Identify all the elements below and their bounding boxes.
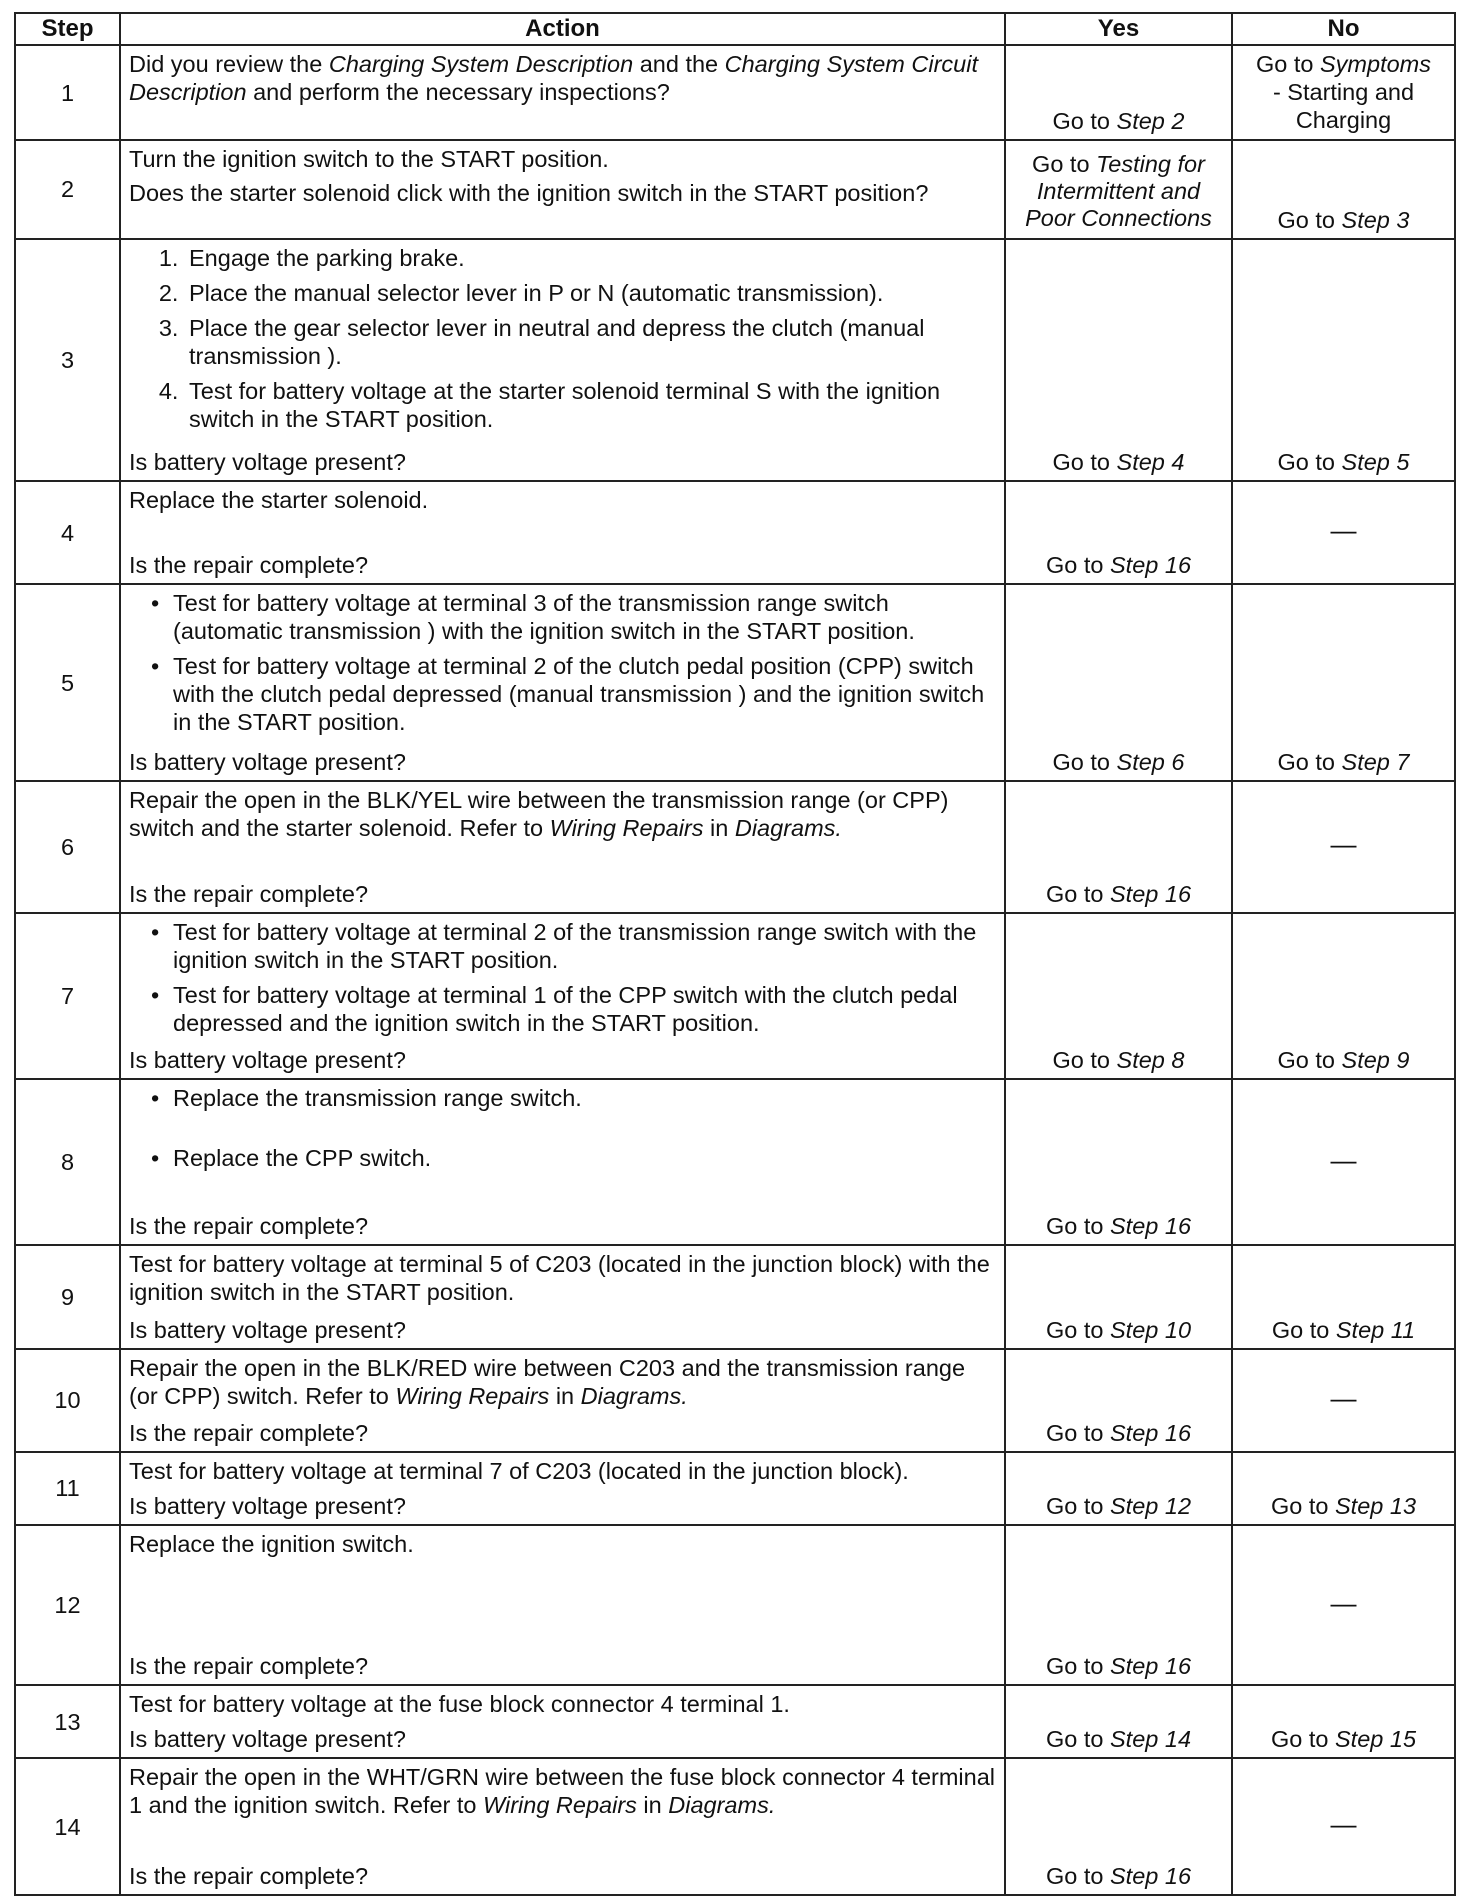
list-item: • Test for battery voltage at terminal 3 of the transmission range switch (automatic transmission ) with the ignition switch in the START position. xyxy=(173,589,996,645)
no-cell xyxy=(1232,1525,1455,1685)
step-number: 4 xyxy=(15,481,120,584)
yes-cell xyxy=(1005,1525,1232,1685)
goto-reference: Step 2 xyxy=(1116,108,1185,135)
action-text-part: Repair the open in the BLK/YEL wire between the transmission range (or CPP) switch and the starter solenoid. Refer to xyxy=(129,786,949,841)
step-number: 9 xyxy=(15,1245,120,1348)
table-row xyxy=(15,781,1455,913)
not-applicable-dash: — xyxy=(1330,1587,1357,1618)
no-cell xyxy=(1232,781,1455,913)
goto-label: Go to xyxy=(1045,1492,1110,1519)
action-question: Is the repair complete? xyxy=(129,1419,369,1446)
goto-reference: Step 6 xyxy=(1116,748,1185,775)
action-cell xyxy=(120,140,1005,238)
step-number: 10 xyxy=(15,1349,120,1452)
goto-label: Go to xyxy=(1255,51,1320,77)
action-text-part: in xyxy=(549,1382,581,1409)
action-text: Replace the starter solenoid. xyxy=(129,486,429,513)
yes-cell xyxy=(1005,1452,1232,1525)
goto-label: Go to xyxy=(1052,108,1117,135)
table-row xyxy=(15,913,1455,1079)
no-cell xyxy=(1232,1452,1455,1525)
action-text: Turn the ignition switch to the START position. xyxy=(129,146,609,173)
yes-cell xyxy=(1005,1685,1232,1758)
table-row xyxy=(15,584,1455,781)
goto-reference: Step 16 xyxy=(1110,880,1192,907)
action-cell xyxy=(120,1349,1005,1452)
goto-reference: Testing for Intermittent and Poor Connections xyxy=(1025,151,1212,232)
step-number: 8 xyxy=(15,1079,120,1245)
procedure-list xyxy=(129,1084,996,1179)
no-cell xyxy=(1232,1349,1455,1452)
action-question: Is battery voltage present? xyxy=(129,1726,406,1753)
action-text xyxy=(129,1354,996,1410)
goto-label: Go to xyxy=(1045,1213,1110,1240)
doc-reference: Wiring Repairs xyxy=(395,1382,550,1409)
action-question: Is the repair complete? xyxy=(129,1653,369,1680)
procedure-list xyxy=(129,244,996,440)
goto-reference: Step 3 xyxy=(1341,206,1410,233)
action-text-part: in xyxy=(703,814,735,841)
action-text xyxy=(129,786,996,842)
table-row xyxy=(15,481,1455,584)
yes-cell xyxy=(1005,781,1232,913)
yes-cell xyxy=(1005,481,1232,584)
yes-cell xyxy=(1005,239,1232,481)
action-question: Is battery voltage present? xyxy=(129,448,406,475)
goto-reference: Step 13 xyxy=(1335,1492,1417,1519)
action-text: Test for battery voltage at terminal 5 of C203 (located in the junction block) with the ignition switch in the START position. xyxy=(129,1251,990,1306)
goto-reference: Step 9 xyxy=(1341,1046,1410,1073)
header-row xyxy=(15,13,1455,45)
goto-label: Go to xyxy=(1032,151,1097,178)
goto-label: Go to xyxy=(1277,1046,1342,1073)
goto-reference-detail: - Starting and Charging xyxy=(1272,79,1415,133)
not-applicable-dash: — xyxy=(1330,515,1357,546)
procedure-list xyxy=(129,589,996,743)
no-cell xyxy=(1232,481,1455,584)
not-applicable-dash: — xyxy=(1330,829,1357,860)
action-question: Is battery voltage present? xyxy=(129,1046,406,1073)
doc-reference: Diagrams. xyxy=(668,1792,776,1819)
table-row xyxy=(15,140,1455,238)
goto-reference: Step 11 xyxy=(1335,1316,1416,1343)
no-cell xyxy=(1232,1758,1455,1895)
diagnostic-table xyxy=(14,12,1456,1896)
action-cell xyxy=(120,481,1005,584)
yes-cell xyxy=(1005,1245,1232,1348)
header-no: No xyxy=(1232,13,1455,45)
step-number: 12 xyxy=(15,1525,120,1685)
goto-label: Go to xyxy=(1045,880,1110,907)
list-item: 1. Engage the parking brake. xyxy=(185,244,996,272)
doc-reference: Wiring Repairs xyxy=(549,814,704,841)
table-row xyxy=(15,1452,1455,1525)
goto-reference: Step 16 xyxy=(1110,1213,1192,1240)
yes-cell xyxy=(1005,1758,1232,1895)
action-text-part: Repair the open in the WHT/GRN wire between the fuse block connector 4 terminal 1 and the ignition switch. Refer to xyxy=(129,1764,996,1819)
doc-reference: Wiring Repairs xyxy=(483,1792,637,1819)
table-row xyxy=(15,1079,1455,1245)
no-cell xyxy=(1232,913,1455,1079)
action-cell xyxy=(120,1079,1005,1245)
doc-reference: Charging System Description xyxy=(328,51,634,77)
doc-reference: Diagrams. xyxy=(734,814,842,841)
yes-cell xyxy=(1005,584,1232,781)
goto-reference: Step 12 xyxy=(1110,1492,1192,1519)
goto-label: Go to xyxy=(1271,1316,1336,1343)
table-row xyxy=(15,239,1455,481)
action-question: Is battery voltage present? xyxy=(129,1492,406,1519)
doc-reference: Diagrams. xyxy=(580,1382,688,1409)
action-cell xyxy=(120,45,1005,140)
action-cell xyxy=(120,781,1005,913)
action-cell xyxy=(120,1525,1005,1685)
header-action: Action xyxy=(120,13,1005,45)
action-text-part: Did you review the xyxy=(129,51,329,77)
action-cell xyxy=(120,1685,1005,1758)
action-cell xyxy=(120,239,1005,481)
header-yes: Yes xyxy=(1005,13,1232,45)
goto-reference: Step 10 xyxy=(1110,1316,1192,1343)
list-item: 2. Place the manual selector lever in P or N (automatic transmission). xyxy=(185,279,996,307)
goto-reference: Step 4 xyxy=(1116,448,1185,475)
action-question: Is the repair complete? xyxy=(129,1213,369,1240)
action-question: Is the repair complete? xyxy=(129,880,369,907)
goto-reference: Step 16 xyxy=(1110,1863,1192,1889)
goto-reference: Step 15 xyxy=(1335,1726,1417,1753)
no-cell xyxy=(1232,239,1455,481)
goto-label: Go to xyxy=(1045,1863,1110,1889)
action-text xyxy=(129,50,996,106)
list-item: 4. Test for battery voltage at the starter solenoid terminal S with the ignition switch in the START position. xyxy=(185,377,996,433)
list-item: • Replace the CPP switch. xyxy=(173,1144,996,1172)
table-row xyxy=(15,45,1455,140)
yes-cell xyxy=(1005,45,1232,140)
action-cell xyxy=(120,584,1005,781)
goto-label: Go to xyxy=(1045,1653,1110,1680)
action-question: Is the repair complete? xyxy=(129,1863,369,1889)
action-cell xyxy=(120,1452,1005,1525)
step-number: 2 xyxy=(15,140,120,238)
action-question: Is battery voltage present? xyxy=(129,1316,406,1343)
yes-cell xyxy=(1005,1349,1232,1452)
step-number: 5 xyxy=(15,584,120,781)
goto-label: Go to xyxy=(1045,552,1110,579)
doc-reference: Charging System Circuit Description xyxy=(129,51,978,105)
list-item: • Replace the transmission range switch. xyxy=(173,1084,996,1112)
action-question: Is battery voltage present? xyxy=(129,748,406,775)
action-question: Does the starter solenoid click with the ignition switch in the START position? xyxy=(129,180,929,207)
procedure-list xyxy=(129,918,996,1044)
step-number: 1 xyxy=(15,45,120,140)
goto-label: Go to xyxy=(1045,1726,1110,1753)
goto-reference: Step 16 xyxy=(1110,552,1192,579)
goto-label: Go to xyxy=(1270,1492,1335,1519)
action-cell xyxy=(120,913,1005,1079)
table-row xyxy=(15,1525,1455,1685)
goto-label: Go to xyxy=(1052,448,1117,475)
step-number: 6 xyxy=(15,781,120,913)
goto-label: Go to xyxy=(1277,748,1342,775)
not-applicable-dash: — xyxy=(1330,1144,1357,1175)
list-item: 3. Place the gear selector lever in neutral and depress the clutch (manual transmission ). xyxy=(185,314,996,370)
goto-reference: Step 16 xyxy=(1110,1653,1192,1680)
goto-label: Go to xyxy=(1045,1419,1110,1446)
table-row xyxy=(15,1758,1455,1895)
no-cell xyxy=(1232,1245,1455,1348)
goto-reference: Step 14 xyxy=(1110,1726,1192,1753)
header-step: Step xyxy=(15,13,120,45)
action-text: Test for battery voltage at the fuse block connector 4 terminal 1. xyxy=(129,1691,790,1718)
table-row xyxy=(15,1685,1455,1758)
action-cell xyxy=(120,1758,1005,1895)
no-cell xyxy=(1232,1685,1455,1758)
action-text: Replace the ignition switch. xyxy=(129,1530,414,1557)
step-number: 3 xyxy=(15,239,120,481)
action-text: Test for battery voltage at terminal 7 of C203 (located in the junction block). xyxy=(129,1457,909,1484)
no-cell xyxy=(1232,140,1455,238)
step-number: 14 xyxy=(15,1758,120,1895)
step-number: 13 xyxy=(15,1685,120,1758)
not-applicable-dash: — xyxy=(1330,1382,1357,1413)
action-cell xyxy=(120,1245,1005,1348)
table-row xyxy=(15,1349,1455,1452)
goto-label: Go to xyxy=(1045,1316,1110,1343)
goto-reference: Step 16 xyxy=(1110,1419,1192,1446)
goto-reference: Step 5 xyxy=(1341,448,1410,475)
step-number: 11 xyxy=(15,1452,120,1525)
action-text-part: and perform the necessary inspections? xyxy=(246,79,670,105)
list-item: • Test for battery voltage at terminal 2 of the transmission range switch with the ignition switch in the START position. xyxy=(173,918,996,974)
not-applicable-dash: — xyxy=(1330,1809,1357,1840)
no-cell xyxy=(1232,1079,1455,1245)
list-item: • Test for battery voltage at terminal 1 of the CPP switch with the clutch pedal depressed and the ignition switch in the START position. xyxy=(173,981,996,1037)
list-item: • Test for battery voltage at terminal 2 of the clutch pedal position (CPP) switch with the clutch pedal depressed (manual transmission ) and the ignition switch in the START position. xyxy=(173,652,996,736)
action-question: Is the repair complete? xyxy=(129,552,369,579)
yes-cell xyxy=(1005,140,1232,238)
step-number: 7 xyxy=(15,913,120,1079)
goto-label: Go to xyxy=(1270,1726,1335,1753)
no-cell xyxy=(1232,584,1455,781)
no-cell xyxy=(1232,45,1455,140)
goto-label: Go to xyxy=(1277,206,1342,233)
goto-label: Go to xyxy=(1052,1046,1117,1073)
action-text-part: Repair the open in the BLK/RED wire between C203 and the transmission range (or CPP) switch. Refer to xyxy=(129,1354,966,1409)
action-text xyxy=(129,1763,996,1819)
goto-reference: Symptoms xyxy=(1320,51,1431,77)
yes-cell xyxy=(1005,913,1232,1079)
yes-cell xyxy=(1005,1079,1232,1245)
action-text-part: in xyxy=(636,1792,669,1819)
goto-label: Go to xyxy=(1052,748,1117,775)
action-text-part: and the xyxy=(633,51,725,77)
goto-reference: Step 8 xyxy=(1116,1046,1185,1073)
goto-reference: Step 7 xyxy=(1341,748,1410,775)
table-row xyxy=(15,1245,1455,1348)
goto-label: Go to xyxy=(1277,448,1342,475)
